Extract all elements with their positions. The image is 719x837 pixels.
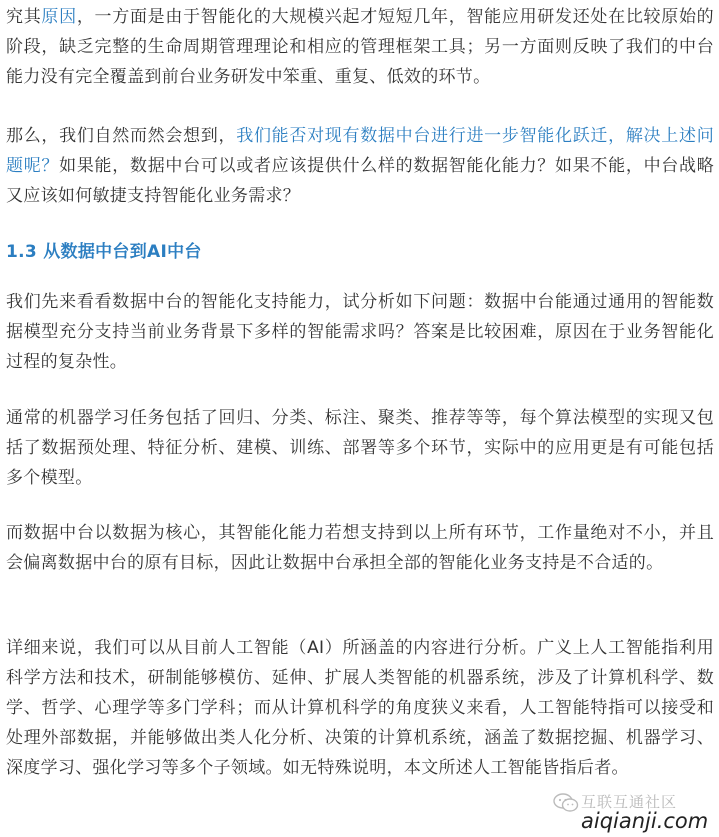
watermark-title: 互联互通社区	[581, 793, 678, 811]
section-heading: 1.3 从数据中台到AI中台	[6, 242, 202, 262]
paragraph-5: 而数据中台以数据为核心，其智能化能力若想支持到以上所有环节，工作量绝对不小，并且会偏离数据中台的原有目标，因此让数据中台承担全部的智能化业务支持是不合适的。	[6, 523, 714, 573]
highlight-question: 我们能否对现有数据中台进行进一步智能化跃迁，解决上述问题呢？	[6, 126, 714, 176]
wechat-icon	[553, 793, 579, 813]
paragraph-2: 那么，我们自然而然会想到，我们能否对现有数据中台进行进一步智能化跃迁，解决上述问题呢？如果能，数据中台可以或者应该提供什么样的数据智能化能力？如果不能，中台战略又应该如何敏捷支持智能化业务需求？	[6, 126, 714, 206]
watermark-url: aiqianji.com	[581, 809, 709, 833]
reason-link[interactable]: 原因	[41, 7, 77, 27]
watermark	[553, 789, 713, 833]
paragraph-4: 通常的机器学习任务包括了回归、分类、标注、聚类、推荐等等，每个算法模型的实现又包括了数据预处理、特征分析、建模、训练、部署等多个环节，实际中的应用更是有可能包括多个模型。	[6, 408, 714, 488]
paragraph-1: 究其原因，一方面是由于智能化的大规模兴起才短短几年，智能应用研发还处在比较原始的阶段，缺乏完整的生命周期管理理论和相应的管理框架工具；另一方面则反映了我们的中台能力没有完全覆盖到前台业务研发中笨重、重复、低效的环节。	[6, 7, 714, 87]
paragraph-3: 我们先来看看数据中台的智能化支持能力，试分析如下问题：数据中台能通过通用的智能数据模型充分支持当前业务背景下多样的智能需求吗？答案是比较困难，原因在于业务智能化过程的复杂性。	[6, 292, 714, 372]
paragraph-6: 详细来说，我们可以从目前人工智能（AI）所涵盖的内容进行分析。广义上人工智能指利用科学方法和技术，研制能够模仿、延伸、扩展人类智能的机器系统，涉及了计算机科学、数学、哲学、心理学等多门学科；而从计算机科学的角度狭义来看，人工智能特指可以接受和处理外部数据，并能够做出类人化分析、决策的计算机系统，涵盖了数据挖掘、机器学习、深度学习、强化学习等多个子领域。如无特殊说明，本文所述人工智能皆指后者。	[6, 638, 714, 778]
